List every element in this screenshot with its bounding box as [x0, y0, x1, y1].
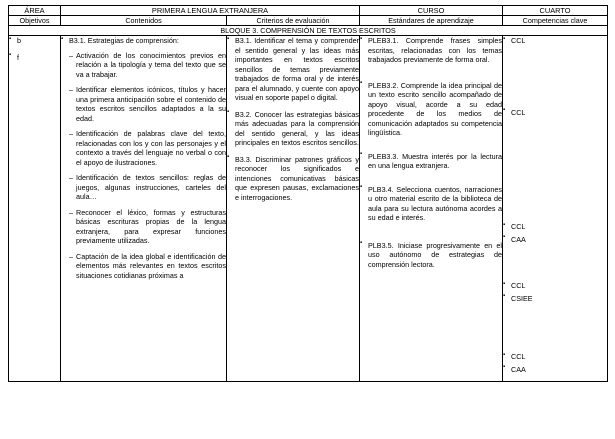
contenidos-list [61, 36, 226, 280]
cell-competencias [503, 36, 608, 382]
header-area: ÁREA [9, 6, 61, 16]
estandares-list [360, 36, 502, 269]
list-item: ▪ PLEB3.1. Comprende frases simples escritas, relacionadas con los temas trabajados previamente de forma oral. [360, 36, 502, 65]
cell-criterios [227, 36, 360, 382]
list-item: ▪ f [9, 53, 60, 63]
list-item: – Identificación de palabras clave del texto, relacionadas con los y con las personajes y el contexto a través del lenguaje no verbal o con el apoyo de ilustraciones. [69, 129, 226, 167]
list-item: – Captación de la idea global e identificación de elementos más relevantes en textos escritos situaciones cotidianas próximas a [69, 252, 226, 281]
list-item: ▪ b [9, 36, 60, 46]
list-item: ▪ PLEB3.2. Comprende la idea principal de un texto escrito sencillo acompañado de apoyo visual, acorde a su edad procedente de los medios de comunicación adaptados su competencia lingüística. [360, 81, 502, 138]
column-header-contenidos: Contenidos [61, 16, 227, 26]
column-header-criterios: Criterios de evaluación [227, 16, 360, 26]
list-item: ▪ PLB3.4. Selecciona cuentos, narraciones u otro material escrito de la biblioteca de aula para su lectura autónoma acordes a su edad e interés. [360, 185, 502, 223]
competencias-list [503, 36, 607, 374]
block-title: BLOQUE 3. COMPRENSIÓN DE TEXTOS ESCRITOS [9, 26, 608, 36]
list-item: ▪ B3.3. Discriminar patrones gráficos y reconocer los significados e intenciones comunicativas básicas que expresen pausas, exclamaciones e interrogaciones. [227, 155, 359, 203]
list-item: ▪ CCL [503, 352, 607, 362]
column-header-objetivos: Objetivos [9, 16, 61, 26]
list-item: – Activación de los conocimientos previos en relación a la tipología y tema del texto que se va a trabajar. [69, 51, 226, 80]
contenidos-intro: B3.1. Estrategias de comprensión: [69, 36, 179, 45]
table-header-row-1 [9, 6, 608, 16]
list-item: ▪ CCL [503, 108, 607, 118]
cell-objetivos [9, 36, 61, 382]
list-item: ▪ CSIEE [503, 294, 607, 304]
list-item: ▪ PLEB3.3. Muestra interés por la lectura en una lengua extranjera. [360, 152, 502, 171]
list-item: ▪ PLB3.5. Iniciase progresivamente en el uso autónomo de estrategias de comprensión lectora. [360, 241, 502, 270]
list-item: – Identificación de textos sencillos: reglas de juegos, algunas instrucciones, carteles del aula… [69, 173, 226, 202]
curriculum-table [8, 5, 608, 382]
list-item: ▪ CCL [503, 281, 607, 291]
criterios-list [227, 36, 359, 202]
column-header-estandares: Estándares de aprendizaje [360, 16, 503, 26]
list-item [61, 36, 226, 280]
content-row [9, 36, 608, 382]
list-item: ▪ CCL [503, 222, 607, 232]
list-item: ▪ CAA [503, 365, 607, 375]
list-item: ▪ B3.2. Conocer las estrategias básicas más adecuadas para la comprensión del sentido general, y las ideas principales en textos escritos sencillos. [227, 110, 359, 148]
list-item: ▪ B3.1. Identificar el tema y comprender el sentido general y las ideas más importantes en textos escritos sencillos de temas previamente trabajados de forma oral y de interés para el alumnado, y cuente con apoyo visual en soporte papel o digital. [227, 36, 359, 103]
header-curso: CURSO [360, 6, 503, 16]
header-curso-value: CUARTO [503, 6, 608, 16]
cell-contenidos [61, 36, 227, 382]
cell-estandares [360, 36, 503, 382]
header-area-value: PRIMERA LENGUA EXTRANJERA [61, 6, 360, 16]
block-title-row [9, 26, 608, 36]
contenidos-sublist [69, 51, 226, 281]
table-header-row-2 [9, 16, 608, 26]
objetivos-list [9, 36, 60, 62]
list-item: ▪ CAA [503, 235, 607, 245]
list-item: – Identificar elementos icónicos, títulos y hacer una primera anticipación sobre el contenido de textos escritos sencillos adaptados a la su edad. [69, 85, 226, 123]
list-item: ▪ CCL [503, 36, 607, 46]
column-header-competencias: Competencias clave [503, 16, 608, 26]
list-item: – Reconocer el léxico, formas y estructuras básicas escrituras propias de la lengua extranjera, para expresar funciones previamente utilizadas. [69, 208, 226, 246]
